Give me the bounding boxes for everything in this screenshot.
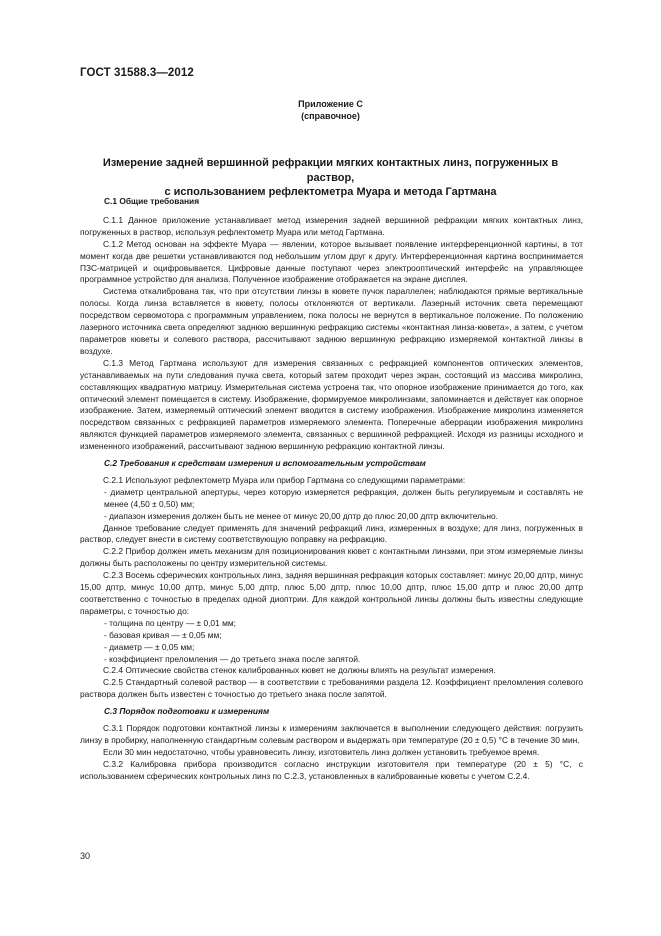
paragraph-c3-1: С.3.1 Порядок подготовки контактной линзы к измерениям заключается в выполнении следующего действия: погрузить линзу в пробирку, наполненную стандартным солевым раствором и выдержать при температуре (20 ± 0,5) °С в течение 30 мин. <box>80 723 583 745</box>
standard-header: ГОСТ 31588.3—2012 <box>80 67 194 79</box>
list-item-base-curve: - базовая кривая — ± 0,05 мм; <box>104 629 222 640</box>
list-item-thickness: - толщина по центру — ± 0,01 мм; <box>104 617 236 628</box>
section-heading-c2: С.2 Требования к средствам измерения и вспомогательным устройствам <box>104 458 426 469</box>
appendix-type: (справочное) <box>301 111 360 121</box>
appendix-label: Приложение С <box>298 99 363 109</box>
paragraph-c3-1-note: Если 30 мин недостаточно, чтобы уравновесить линзу, изготовитель линз должен установить требуемое время. <box>103 746 540 757</box>
list-item-range: - диапазон измерения должен быть не менее от минус 20,00 дптр до плюс 20,00 дптр включительно. <box>104 510 498 521</box>
paragraph-c1-1: С.1.1 Данное приложение устанавливает метод измерения задней вершинной рефракции мягких контактных линз, погруженных в раствор, используя рефлектометр Муара или метод Гартмана. <box>80 214 583 237</box>
appendix-heading <box>80 98 581 122</box>
section-heading-c3: С.3 Порядок подготовки к измерениям <box>104 706 270 717</box>
document-body <box>80 196 583 783</box>
page-number: 30 <box>80 851 91 861</box>
list-item-diameter: - диаметр — ± 0,05 мм; <box>104 641 195 652</box>
paragraph-c2-3: С.2.3 Восемь сферических контрольных линз, задняя вершинная рефракция которых составляет: минус 20,00 дптр, минус 15,00 дптр, минус 10,00 дптр, минус 5,00 дптр, плюс 5,00 дптр, плюс 10,00 дптр, плюс 15,00 дптр и плюс 20,00 дптр соответственно с точностью в пределах одной диоптрии. Для каждой контрольной линзы должны быть известны следующие параметры, с точностью до: <box>80 570 583 616</box>
paragraph-c2-1-note: Данное требование следует применять для значений рефракций линз, измеренных в воздухе; для линз, погруженных в раствор, следует внести в систему соответствующую поправку на рефракцию. <box>80 522 583 545</box>
paragraph-c1-2-cont: Система откалибрована так, что при отсутствии линзы в кювете пучок параллелен; наблюдаются прямые вертикальные полосы. Когда линза вставляется в кювету, полосы отклоняются от вертикали. Лазерный источник света перемещают посредством сервомотора с программным управлением, пока полосы не вернутся в вертикальное положение. По положению лазерного источника света определяют заднюю вершинную рефракцию системы «контактная линза-кювета», а затем, с учетом параметров кюветы и солевого раствора, рассчитывают заднюю вершинную рефракцию измеряемой контактной линзы в воздухе. <box>80 286 583 356</box>
paragraph-c1-2: С.1.2 Метод основан на эффекте Муара — явлении, которое вызывает появление интерференционной картины, в тот момент когда две решетки устанавливаются под небольшим углом друг к другу. Интерференционная картина воспринимается ПЗС-матрицей и оцифровывается. Цифровые данные поступают через электрооптический интерфейс на управляющее программное устройство для анализа. Полученное изображение отображается на экране дисплея. <box>80 238 583 285</box>
title-line-2: с использованием рефлектометра Муара и метода Гартмана <box>164 186 497 198</box>
section-heading-c1: С.1 Общие требования <box>104 196 200 206</box>
appendix-title <box>80 156 581 200</box>
paragraph-c2-5: С.2.5 Стандартный солевой раствор — в соответствии с требованиями раздела 12. Коэффициент преломления солевого раствора должен быть известен с точностью до третьего знака после запятой. <box>80 677 583 700</box>
paragraph-c2-2: С.2.2 Прибор должен иметь механизм для позиционирования кювет с контактными линзами, при этом измеряемые линзы должны быть расположены по центру измерительной системы. <box>80 546 583 569</box>
paragraph-c2-4: С.2.4 Оптические свойства стенок калиброванных кювет не должны влиять на результат измерения. <box>103 665 496 676</box>
paragraph-c3-2: С.3.2 Калибровка прибора производится согласно инструкции изготовителя при температуре (20 ± 5) °С, с использованием сферических контрольных линз по С.2.3, установленных в калиброванные кюветы с учетом С.2.4. <box>80 758 583 781</box>
title-line-1: Измерение задней вершинной рефракции мягких контактных линз, погруженных в раствор, <box>102 157 559 184</box>
paragraph-c2-1: С.2.1 Используют рефлектометр Муара или прибор Гартмана со следующими параметрами: <box>103 474 466 485</box>
list-item-refractive-index: - коэффициент преломления — до третьего знака после запятой. <box>104 653 361 664</box>
list-item-aperture: - диаметр центральной апертуры, через которую измеряется рефракция, должен быть регулируемым и составлять не менее (4,50 ± 0,50) мм; <box>104 486 583 509</box>
paragraph-c1-3: С.1.3 Метод Гартмана используют для измерения связанных с рефракцией компонентов оптических элементов, устанавливаемых на пути следования пучка света, который затем проходит через экран, состоящий из массива микролинз, составляющих квадратную матрицу. Измерительная система устроена так, что опорное изображение принимается до того, как оптический элемент помещается в систему. Изображение, формируемое микролинзами, запоминается и действует как опорное изображение. Затем, измеряемый оптический элемент вводится в систему изображения. Изображение микролинз изменяется посредством связанных с рефракцией параметров измеряемого элемента. Поперечные аберрации изображения микролинз являются функцией параметров измеряемого элемента, связанных с вершинной рефракцией. Исходя из разницы исходного и измененного изображений, рассчитывают заднюю вершинную рефракцию контактной линзы. <box>80 357 583 452</box>
